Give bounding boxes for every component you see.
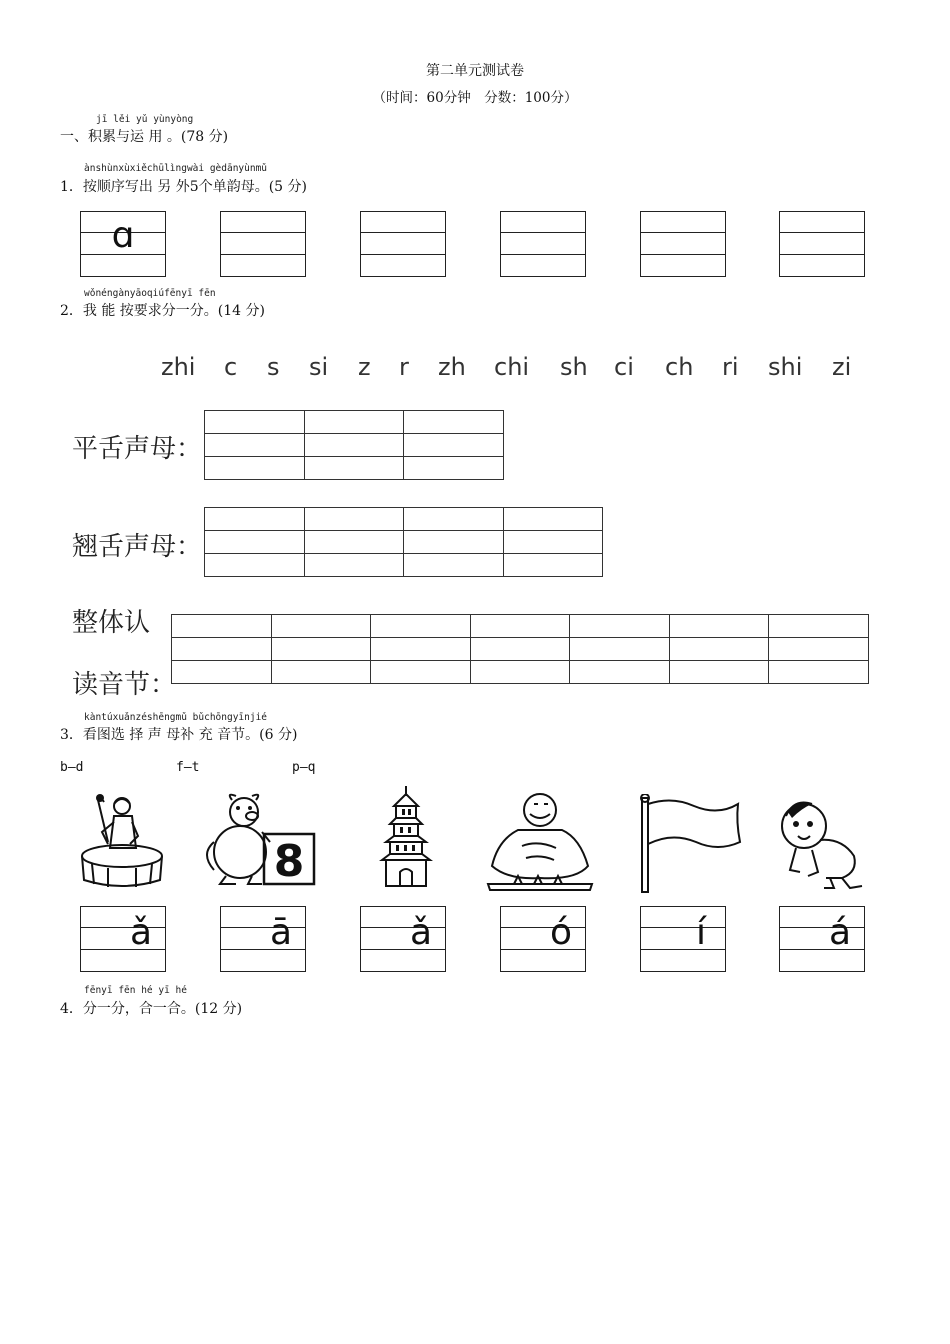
- syllable: zh: [438, 353, 466, 381]
- crawling-baby-icon: [778, 794, 868, 892]
- syllable: zhi: [161, 353, 196, 381]
- syllable: chi: [494, 353, 530, 381]
- tone-vowel: ǎ: [409, 912, 433, 953]
- syllable: sh: [560, 353, 588, 381]
- retroflex-label: 翘舌声母：: [72, 532, 203, 562]
- q3-label: 3．看图选 择 声 母补 充 音节。(6 分): [60, 727, 298, 743]
- q4-label: 4．分一分，合一合。(12 分): [60, 1001, 243, 1017]
- tone-vowel: ó: [549, 912, 573, 953]
- writing-box[interactable]: [500, 211, 586, 277]
- page-title: 第二单元测试卷: [426, 63, 524, 79]
- flag-icon: [638, 794, 744, 894]
- syllable: ci: [614, 353, 634, 381]
- whole-syllable-grid[interactable]: [171, 614, 869, 684]
- writing-box[interactable]: [640, 211, 726, 277]
- section1-heading: 一、积累与运 用 。(78 分): [60, 129, 229, 145]
- q1-label: 1．按顺序写出 另 外5个单韵母。(5 分): [60, 179, 307, 195]
- q2-label: 2．我 能 按要求分一分。(14 分): [60, 303, 265, 319]
- writing-box[interactable]: [779, 211, 865, 277]
- section1-pinyin: jī lěi yǔ yùnyòng: [96, 114, 194, 125]
- consonant-pair: f—t: [176, 760, 200, 775]
- flat-tongue-label: 平舌声母：: [72, 434, 203, 464]
- writing-box[interactable]: [220, 211, 306, 277]
- box-letter: ɑ: [111, 215, 135, 256]
- answer-box[interactable]: [220, 906, 306, 972]
- tone-vowel: á: [828, 912, 852, 953]
- syllable: ch: [665, 353, 694, 381]
- pig-sign-number: 8: [273, 836, 305, 887]
- syllable: r: [399, 353, 409, 381]
- answer-box[interactable]: [779, 906, 865, 972]
- q4-pinyin: fēnyī fēn hé yī hé: [84, 985, 187, 996]
- tone-vowel: ǎ: [129, 912, 153, 953]
- buddha-icon: [478, 788, 598, 892]
- pagoda-icon: [370, 784, 442, 890]
- answer-box[interactable]: [640, 906, 726, 972]
- q3-pinyin: kàntúxuǎnzéshēngmǔ bǔchōngyīnjié: [84, 712, 268, 723]
- syllable: zi: [832, 353, 852, 381]
- syllable: s: [267, 353, 280, 381]
- tone-vowel: í: [695, 912, 706, 953]
- syllable-list: [0, 353, 950, 383]
- retroflex-grid[interactable]: [204, 507, 603, 577]
- syllable: si: [309, 353, 329, 381]
- syllable: ri: [722, 353, 739, 381]
- answer-box[interactable]: [80, 906, 166, 972]
- writing-box[interactable]: [360, 211, 446, 277]
- pig-with-number-icon: [196, 792, 318, 888]
- answer-box[interactable]: [360, 906, 446, 972]
- consonant-pair: b—d: [60, 760, 84, 775]
- drum-player-icon: [78, 792, 170, 890]
- syllable: shi: [768, 353, 803, 381]
- tone-vowel: ā: [269, 912, 293, 953]
- page-subtitle: （时间：60分钟 分数：100分）: [372, 90, 578, 106]
- flat-tongue-grid[interactable]: [204, 410, 504, 480]
- syllable: z: [358, 353, 371, 381]
- q2-pinyin: wǒnéngànyāoqiúfēnyī fēn: [84, 288, 216, 299]
- q1-pinyin: ànshùnxùxiěchūlìngwài gèdānyùnmǔ: [84, 163, 268, 174]
- writing-box[interactable]: [80, 211, 166, 277]
- syllable: c: [224, 353, 238, 381]
- consonant-pair: p—q: [292, 760, 316, 775]
- whole-syllable-label-1: 整体认: [72, 608, 151, 638]
- answer-box[interactable]: [500, 906, 586, 972]
- whole-syllable-label-2: 读音节：: [72, 670, 177, 700]
